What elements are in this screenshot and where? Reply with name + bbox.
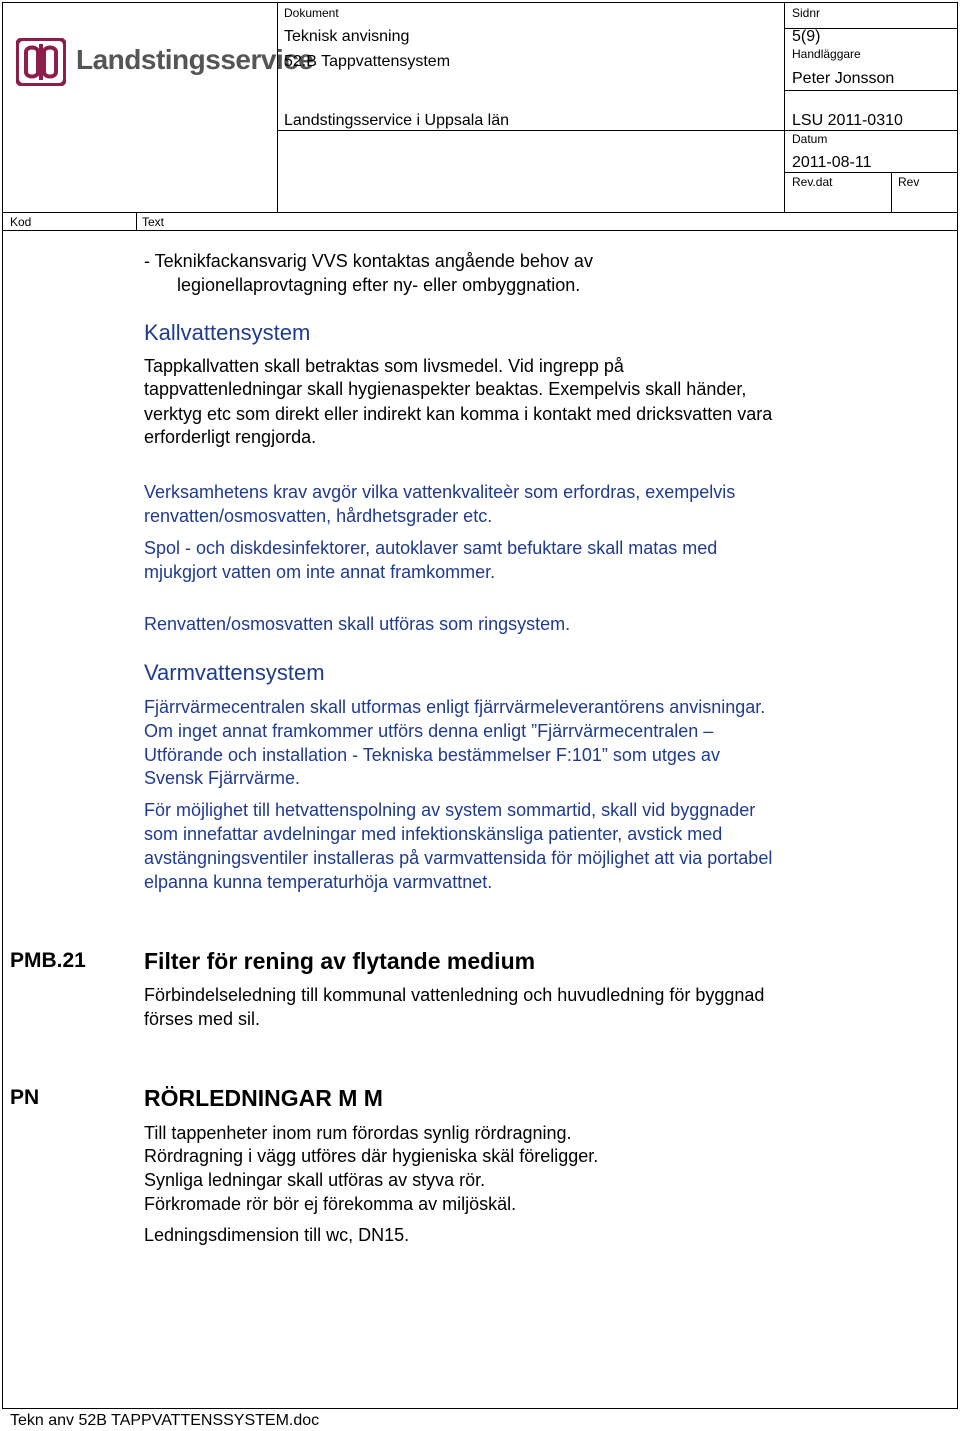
pmb-title: Filter för rening av flytande medium [144, 948, 536, 974]
frame-right [957, 2, 958, 1409]
pn-line-1: Till tappenheter inom rum förordas synlig rördragning. [144, 1123, 572, 1143]
kv-p1-line-3: verktyg etc som direkt eller indirekt kan komma i kontakt med dricksvatten vara [144, 404, 773, 424]
vv-p1-line-1: Fjärrvärmecentralen skall utformas enligt fjärrvärmeleverantörens anvisningar. [144, 697, 766, 717]
pn-line-4: Förkromade rör bör ej förekomma av miljöskäl. [144, 1194, 517, 1214]
kod-text-bottom [2, 230, 958, 231]
vv-p2-line-1: För möjlighet till hetvattenspolning av system sommartid, skall vid byggnader [144, 800, 756, 820]
bullet-line-1: - Teknikfackansvarig VVS kontaktas angående behov av [144, 251, 593, 271]
frame-bottom [2, 1408, 958, 1409]
diarienr-value: LSU 2011-0310 [792, 112, 903, 129]
datum-label: Datum [792, 132, 828, 146]
kv-p1-line-1: Tappkallvatten skall betraktas som livsmedel. Vid ingrepp på [144, 356, 624, 376]
kod-text-divider [136, 212, 137, 230]
header-divider-logo [277, 2, 278, 212]
kod-label: Kod [10, 215, 32, 229]
vv-p1-line-2: Om inget annat framkommer utförs denna enligt ”Fjärrvärmecentralen – [144, 721, 714, 741]
vv-p2-line-3: avstängningsventiler installeras på varmvattensida för möjlighet att via portabel [144, 848, 773, 868]
kv-p1-line-4: erforderligt rengjorda. [144, 427, 317, 447]
kv-p4-line-1: Renvatten/osmosvatten skall utföras som ringsystem. [144, 614, 571, 634]
header-line-2 [784, 90, 958, 91]
text-label: Text [142, 215, 165, 229]
handlaggare-value: Peter Jonsson [792, 70, 895, 87]
pn-title: RÖRLEDNINGAR M M [144, 1085, 383, 1111]
handlaggare-label: Handläggare [792, 47, 861, 61]
pn-line-5: Ledningsdimension till wc, DN15. [144, 1225, 410, 1245]
vv-p2-line-4: elpanna kunna temperaturhöja varmvattnet. [144, 872, 493, 892]
pn-code: PN [10, 1086, 40, 1109]
varmvatten-heading: Varmvattensystem [144, 660, 325, 685]
vv-p1-line-4: Svensk Fjärrvärme. [144, 768, 301, 788]
kv-p2-line-1: Verksamhetens krav avgör vilka vattenkvaliteèr som erfordras, exempelvis [144, 482, 736, 502]
header-bottom-line [2, 212, 958, 213]
header-revdat-divider [891, 172, 892, 212]
kallvatten-heading: Kallvattensystem [144, 320, 311, 345]
vv-p2-line-2: som innefattar avdelningar med infektionskänsliga patienter, avstick med [144, 824, 723, 844]
kv-p3-line-1: Spol - och diskdesinfektorer, autoklaver samt befuktare skall matas med [144, 538, 718, 558]
pmb-code: PMB.21 [10, 949, 86, 972]
kv-p2-line-2: renvatten/osmosvatten, hårdhetsgrader etc. [144, 506, 493, 526]
dokument-label: Dokument [284, 6, 339, 20]
pmb-line-2: förses med sil. [144, 1009, 261, 1029]
pn-line-2: Rördragning i vägg utföres där hygieniska skäl föreligger. [144, 1146, 599, 1166]
header-line-4 [784, 172, 958, 173]
pmb-line-1: Förbindelseledning till kommunal vattenledning och huvudledning för byggnad [144, 985, 765, 1005]
logo-mark-icon [16, 38, 66, 86]
header-divider-right [784, 2, 785, 212]
organization: Landstingsservice i Uppsala län [284, 112, 510, 129]
sidnr-label: Sidnr [792, 6, 821, 20]
rev-label: Rev [898, 175, 920, 189]
pn-line-3: Synliga ledningar skall utföras av styva rör. [144, 1170, 486, 1190]
doc-type: Teknisk anvisning [284, 28, 410, 45]
frame-left [2, 2, 3, 1409]
revdat-label: Rev.dat [792, 175, 833, 189]
doc-name: 52.B Tappvattensystem [284, 53, 451, 70]
logo [16, 38, 314, 88]
header-line-3 [277, 130, 958, 131]
logo-text: Landstingsservice [76, 44, 314, 75]
datum-value: 2011-08-11 [792, 154, 872, 171]
bullet-line-2: legionellaprovtagning efter ny- eller ombyggnation. [177, 275, 581, 295]
sidnr-value: 5(9) [792, 28, 821, 45]
frame-top [2, 2, 958, 3]
vv-p1-line-3: Utförande och installation - Tekniska bestämmelser F:101” som utges av [144, 745, 720, 765]
kv-p3-line-2: mjukgjort vatten om inte annat framkommer. [144, 562, 496, 582]
footer-filename: Tekn anv 52B TAPPVATTENSSYSTEM.doc [10, 1412, 320, 1429]
kv-p1-line-2: tappvattenledningar skall hygienaspekter beaktas. Exempelvis skall händer, [144, 379, 747, 399]
